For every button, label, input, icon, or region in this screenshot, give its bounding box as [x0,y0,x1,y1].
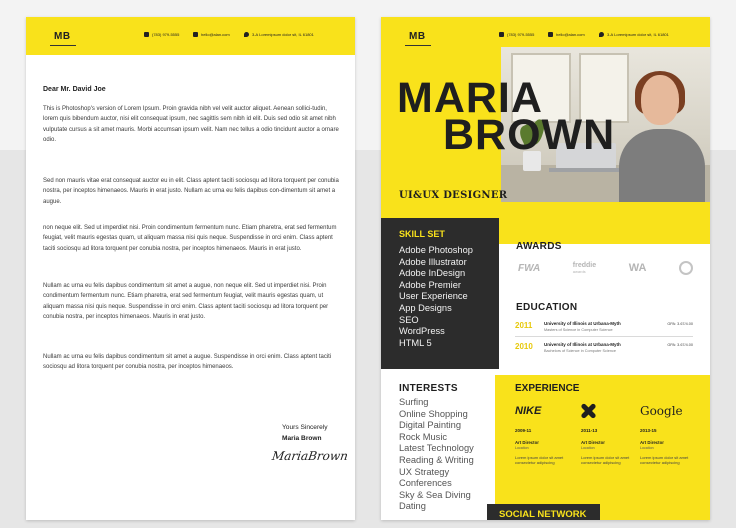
skill-item: Adobe Illustrator [399,256,467,267]
education-school: University of Illinois at Urbana-Myth [544,321,621,326]
letter-paragraph: Nullam ac urna eu felis dapibus condimentum sit amet a augue. Suspendisse in orci enim. Class aptent taciti sociosqu ad litora torquent per conubia nostra, per inceptos himenaeos. [43,354,332,371]
education-divider [515,336,693,337]
experience-heading: EXPERIENCE [515,383,580,394]
letter-paragraph: Sed non mauris vitae erat consequat auctor eu in elit. Class aptent taciti sociosqu ad litora torquent per conubia nostra, per inceptos himenaeos. Mauris in erat justo. Nullam ac urna eu felis dapibus con-dimentum sit amet a augue. [43,178,339,205]
company-logo [581,402,641,420]
interests-heading: INTERESTS [399,383,458,394]
skill-set-panel [381,218,499,369]
experience-years: 2013-15 [640,428,657,433]
phone-icon [144,32,149,37]
education-gpa: GPA: 3.67/4.00 [667,322,693,326]
award-badge-icon [679,261,693,275]
education-school: University of Illinois at Urbana-Myth [544,342,621,347]
email-contact: hello@alan.com [193,32,230,37]
resume-last-name: BROWN [443,111,616,159]
interest-item: Sky & Sea Diving [399,489,471,500]
skill-item: App Designs [399,302,452,313]
person-head [641,75,679,125]
email-contact: hello@alan.com [548,32,585,37]
google-logo: Google [640,404,683,418]
letter-closing-name: Maria Brown [282,435,322,442]
skill-item: Adobe InDesign [399,268,466,279]
experience-location: Location [581,446,595,450]
letter-paragraph: This is Photoshop's version of Lorem Ipsum. Proin gravida nibh vel velit auctor aliquet. Aenean sollici-tudin, lorem quis bibendum auctor, nisi elit consequat ipsum, nec sagittis sem nibh id elit. Duis sed odio sit amet nibh vulputate cursus a sit amet mauris. Morbi accumsan ipsum velit. Nam nec tellus a odio tincidunt auctor a ornare odio. [43,106,339,143]
experience-years: 2011-13 [581,428,598,433]
letter-closing: Yours Sincerely [282,424,328,431]
skill-set-heading: SKILL SET [399,229,445,239]
social-network-heading: SOCIAL NETWORK [499,509,587,520]
experience-entry [581,402,641,465]
awards-row [518,261,693,275]
interest-list [399,397,474,513]
awards-heading: AWARDS [516,241,562,252]
skill-item: Adobe Premier [399,279,462,290]
address-contact: 3-A Loremipsum dolor sit, IL 61801 [599,32,669,37]
x-logo-icon [581,404,595,418]
location-pin-icon [244,32,249,37]
interest-item: Reading & Writing [399,454,474,465]
experience-location: Location [640,446,654,450]
skill-item: HTML 5 [399,337,432,348]
resume-first-name: MARIA [397,74,543,122]
location-pin-icon [599,32,604,37]
skill-item: WordPress [399,326,445,337]
skill-list [399,245,473,349]
experience-years: 2009-11 [515,428,532,433]
experience-role: Art Director [515,440,539,445]
award-logo-fwa: FWA [518,262,541,274]
social-network-panel [487,504,600,520]
experience-location: Location [515,446,529,450]
award-logo-wa: WA [628,262,647,274]
experience-panel [495,375,710,520]
letter-paragraph: Nullam ac urna eu felis dapibus condimentum sit amet a augue, non neque elit. Sed ut imperdiet nisi. Proin condimentum fermentum nunc. Etiam pharetra, erat sed fermentum feugiat, velit mauris egestas quam, ut aliquam massa nisi quis neque. Suspendisse in orci enim. Class aptent taciti sociosqu ad litora torquent per conubia nostra, per inceptos himenaeos. Mauris in erat justo. [43,283,329,320]
interest-item: Latest Technology [399,443,474,454]
interest-item: Online Shopping [399,408,468,419]
monogram: MB [54,31,71,42]
laptop-base [549,168,623,172]
person-body [619,129,705,202]
experience-entry [640,402,700,465]
education-gpa: GPA: 3.67/4.00 [667,343,693,347]
experience-description: Lorem ipsum dolor sit amet consectetur adipiscing [640,455,689,466]
phone-contact: (783) 979-5555 [144,32,179,37]
experience-description: Lorem ipsum dolor sit amet consectetur adipiscing [515,455,564,466]
phone-icon [499,32,504,37]
address-contact: 3-A Loremipsum dolor sit, IL 61801 [244,32,314,37]
phone-contact: (783) 979-5555 [499,32,534,37]
skill-item: Adobe Photoshop [399,245,473,255]
monogram: MB [409,31,426,42]
mail-icon [193,32,198,37]
education-degree: Bachelors of Science in Computer Science [544,349,616,353]
monogram-underline [50,45,76,46]
education-year: 2010 [515,342,533,351]
interest-item: Conferences [399,478,452,489]
interest-item: Rock Music [399,431,448,442]
resume-job-title: UI&UX DESIGNER [399,190,508,201]
mail-icon [548,32,553,37]
letter-header [26,17,355,55]
interest-item: Digital Painting [399,420,462,431]
handwritten-signature: MariaBrown [271,449,349,463]
award-logo-freddie: freddie awards [572,262,597,274]
resume-page [381,17,710,520]
monogram-underline [405,45,431,46]
cover-letter-page [26,17,355,520]
skill-item: SEO [399,314,419,325]
education-entry [515,321,693,341]
nike-logo: NIKE [515,405,542,417]
letter-paragraph: non neque elit. Sed ut imperdiet nisi. Proin condimentum fermentum nunc. Etiam pharetra, erat sed fermentum feugiat, velit mauris egestas quam, ut aliquam massa nisi quis neque. Suspendisse in orci enim. Class aptent taciti sociosqu ad litora torquent per conubia nostra, per inceptos himenaeos. Mauris in erat justo. [43,225,337,252]
interest-item: Dating [399,501,426,512]
education-entry [515,342,693,362]
interest-item: UX Strategy [399,466,450,477]
education-year: 2011 [515,321,533,330]
experience-description: Lorem ipsum dolor sit amet consectetur adipiscing [581,455,630,466]
experience-role: Art Director [640,440,664,445]
education-heading: EDUCATION [516,302,578,313]
experience-role: Art Director [581,440,605,445]
skill-item: User Experience [399,291,468,302]
experience-entry [515,402,575,465]
education-degree: Masters of Science in Computer Science [544,328,613,332]
letter-salutation: Dear Mr. David Joe [43,86,106,93]
interest-item: Surfing [399,397,429,407]
